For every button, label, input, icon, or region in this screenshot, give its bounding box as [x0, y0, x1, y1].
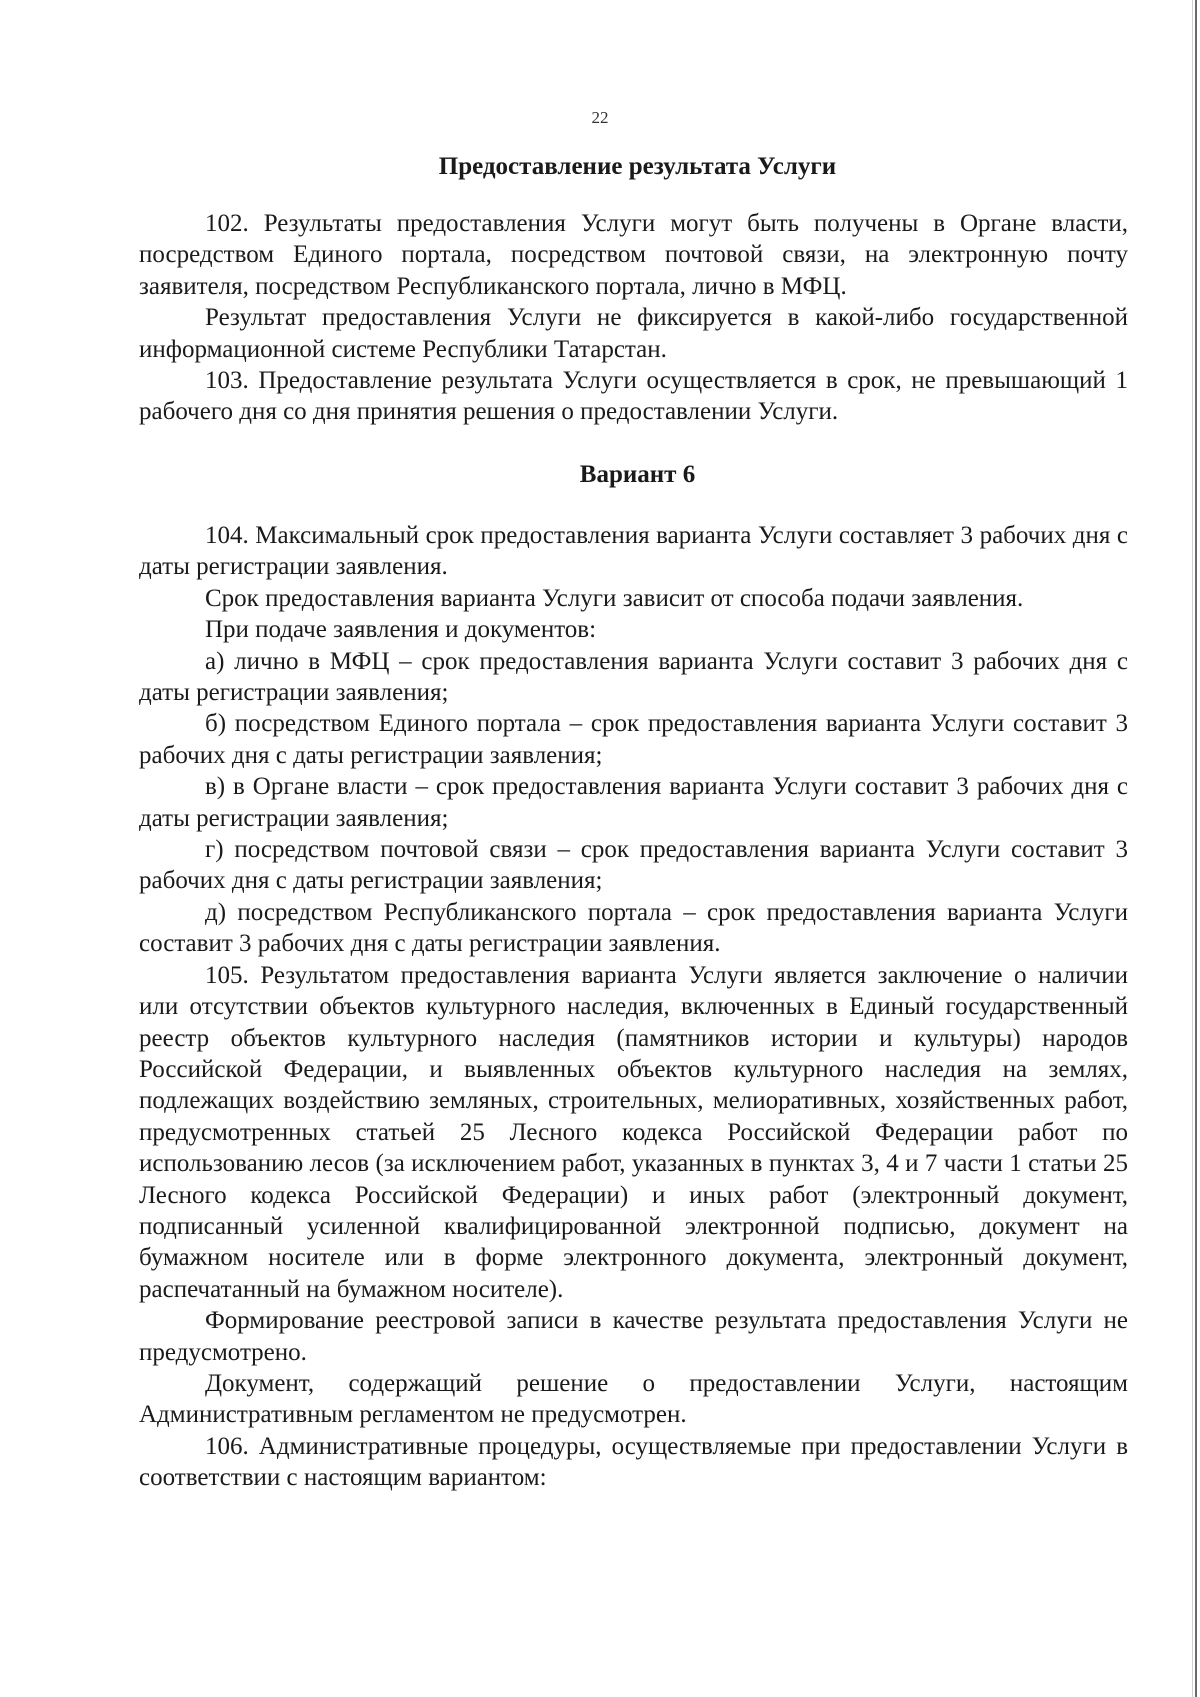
list-item-d: д) посредством Республиканского портала – срок предоставления варианта Услуги составит 3 рабочих дня с даты регистрации заявления.	[139, 898, 1128, 958]
paragraph-104-intro: При подаче заявления и документов:	[205, 616, 597, 644]
paragraph-104: 104. Максимальный срок предоставления варианта Услуги составляет 3 рабочих дня с даты регистрации заявления.	[139, 522, 1128, 581]
list-item-a: а) лично в МФЦ – срок предоставления варианта Услуги составит 3 рабочих дня с даты регистрации заявления;	[139, 647, 1128, 707]
section-heading-variant-6: Вариант 6	[579, 461, 696, 488]
paragraph-102: 102. Результаты предоставления Услуги могут быть получены в Органе власти, посредством Единого портала, посредством почтовой связи, на электронную почту заявителя, посредством Республиканского портала, лично в МФЦ.	[139, 210, 1128, 300]
section-heading-result: Предоставление результата Услуги	[438, 153, 837, 180]
paragraph-103: 103. Предоставление результата Услуги осуществляется в срок, не превышающий 1 рабочего дня со дня принятия решения о предоставлении Услуги.	[139, 367, 1128, 426]
paragraph-105: 105. Результатом предоставления варианта Услуги является заключение о наличии или отсутствии объектов культурного наследия, включенных в Единый государственный реестр объектов культурного наследия (памятников истории и культуры) народов Российской Федерации, и выявленных объектов культурного наследия на землях, подлежащих воздействию земляных, строительных, мелиоративных, хозяйственных работ, предусмотренных статьей 25 Лесного кодекса Российской Федерации работ по использованию лесов (за исключением работ, указанных в пунктах 3, 4 и 7 части 1 статьи 25 Лесного кодекса Российской Федерации) и иных работ (электронный документ, подписанный усиленной квалифицированной электронной подписью, документ на бумажном носителе или в форме электронного документа, электронный документ, распечатанный на бумажном носителе).	[139, 961, 1128, 1303]
list-item-b: б) посредством Единого портала – срок предоставления варианта Услуги составит 3 рабочих дня с даты регистрации заявления;	[139, 710, 1128, 769]
paragraph-105-registry: Формирование реестровой записи в качестве результата предоставления Услуги не предусмотрено.	[139, 1307, 1128, 1366]
scan-edge-line	[1195, 0, 1197, 1697]
list-item-g: г) посредством почтовой связи – срок предоставления варианта Услуги составит 3 рабочих дня с даты регистрации заявления;	[139, 836, 1128, 895]
paragraph-102-note: Результат предоставления Услуги не фиксируется в какой-либо государственной информационной системе Республики Татарстан.	[139, 304, 1128, 363]
paragraph-106: 106. Административные процедуры, осуществляемые при предоставлении Услуги в соответствии с настоящим вариантом:	[139, 1432, 1128, 1492]
scan-edge-shadow	[1192, 0, 1193, 1697]
page-number: 22	[591, 108, 609, 127]
section-result-body	[139, 208, 1128, 428]
list-item-v: в) в Органе власти – срок предоставления варианта Услуги составит 3 рабочих дня с даты регистрации заявления;	[139, 773, 1128, 832]
paragraph-104-term: Срок предоставления варианта Услуги зависит от способа подачи заявления.	[205, 584, 1024, 612]
paragraph-105-document: Документ, содержащий решение о предоставлении Услуги, настоящим Административным регламентом не предусмотрен.	[139, 1369, 1128, 1429]
section-variant-6-body	[139, 520, 1128, 1494]
